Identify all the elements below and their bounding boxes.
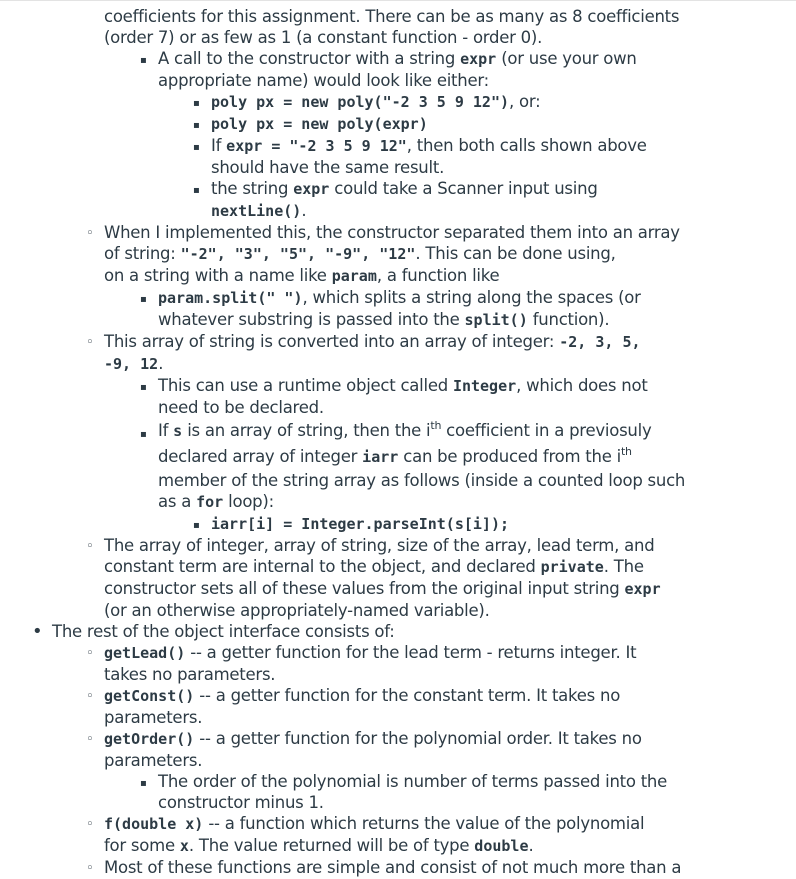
text: , which does not: [516, 376, 648, 395]
list-item: [0, 178, 796, 200]
text-line: [0, 470, 796, 491]
list-item: [0, 771, 796, 792]
code-split: split(): [464, 311, 528, 329]
text-line: [0, 243, 796, 265]
list-item: [0, 685, 796, 707]
circle-bullet-icon: ◦: [86, 646, 94, 661]
list-item: [0, 287, 796, 309]
disc-bullet-icon: •: [32, 621, 43, 642]
text: coefficients for this assignment. There can be as many as 8 coefficients: [104, 7, 680, 26]
code-getlead: getLead(): [104, 644, 186, 662]
superscript: th: [430, 419, 442, 432]
text: If: [158, 421, 174, 440]
list-item: [0, 642, 796, 664]
text: . This can be done using,: [415, 244, 616, 263]
list-item: [0, 331, 796, 353]
square-bullet-icon: ▪: [140, 429, 147, 440]
text-line: [0, 353, 796, 375]
code-integer: Integer: [452, 377, 517, 395]
text: .: [301, 201, 307, 220]
code-int-values: -2, 3, 5,: [559, 333, 641, 351]
text-line: [0, 664, 796, 685]
text: takes no parameters.: [104, 665, 276, 684]
text: -- a getter function for the constant term. It takes no: [194, 686, 621, 705]
circle-bullet-icon: ◦: [86, 335, 94, 350]
square-bullet-icon: ▪: [140, 55, 147, 66]
text: .: [158, 354, 164, 373]
list-item: [0, 418, 796, 444]
text: member of the string array as follows (inside a counted loop such: [158, 471, 686, 490]
text-line: [0, 707, 796, 728]
code-getconst: getConst(): [104, 687, 195, 705]
top-divider: [0, 0, 796, 1]
code-expr: expr: [293, 180, 330, 198]
text: can be produced from the i: [398, 447, 621, 466]
circle-bullet-icon: ◦: [86, 732, 94, 747]
circle-bullet-icon: ◦: [86, 817, 94, 832]
text-line: [0, 491, 796, 513]
text: This can use a runtime object called: [158, 376, 453, 395]
text-line: [0, 27, 796, 48]
list-item: [0, 857, 796, 878]
text-line: [0, 835, 796, 857]
text: The rest of the object interface consists of:: [52, 622, 395, 641]
text: whatever substring is passed into the: [158, 310, 465, 329]
circle-bullet-icon: ◦: [86, 861, 94, 876]
code-constructor-call-literal: poly px = new poly("-2 3 5 9 12"): [211, 93, 510, 111]
code-parseint: iarr[i] = Integer.parseInt(s[i]);: [211, 515, 510, 533]
square-bullet-icon: ▪: [140, 778, 147, 789]
text: (order 7) or as few as 1 (a constant function - order 0).: [104, 28, 543, 47]
code-private: private: [540, 558, 604, 576]
code-string-array: "-2", "3", "5", "-9", "12": [180, 245, 416, 263]
text: appropriate name) would look like either:: [158, 71, 489, 90]
text-line: [0, 6, 796, 27]
text: -- a function which returns the value of the polynomial: [203, 814, 645, 833]
circle-bullet-icon: ◦: [86, 226, 94, 241]
square-bullet-icon: ▪: [193, 185, 200, 196]
circle-bullet-icon: ◦: [86, 539, 94, 554]
code-iarr: iarr: [362, 448, 399, 466]
superscript: th: [620, 445, 632, 458]
text: -- a getter function for the lead term - returns integer. It: [185, 643, 637, 662]
text: could take a Scanner input using: [329, 179, 598, 198]
list-item: [0, 113, 796, 135]
text: parameters.: [104, 708, 203, 727]
text: .: [528, 836, 534, 855]
text-line: [0, 397, 796, 418]
code-f-double-x: f(double x): [104, 815, 204, 833]
square-bullet-icon: ▪: [193, 98, 200, 109]
text: coefficient in a previosuly: [441, 421, 652, 440]
list-item: [0, 375, 796, 397]
text: -- a getter function for the polynomial order. It takes no: [194, 729, 642, 748]
list-item: [0, 48, 796, 70]
text: The array of integer, array of string, size of the array, lead term, and: [104, 536, 655, 555]
code-double: double: [474, 837, 529, 855]
text-line: [0, 157, 796, 178]
text-line: [0, 600, 796, 621]
list-item: [0, 513, 796, 535]
text: This array of string is converted into an array of integer:: [104, 332, 560, 351]
list-item: [0, 813, 796, 835]
text: loop):: [223, 492, 274, 511]
text: , then both calls shown above: [406, 136, 647, 155]
text: need to be declared.: [158, 398, 324, 417]
text: is an array of string, then the i: [182, 421, 431, 440]
text: on a string with a name like: [104, 266, 332, 285]
text: , a function like: [376, 266, 500, 285]
text: constructor minus 1.: [158, 793, 324, 812]
text-line: [0, 200, 796, 222]
code-param: param: [331, 267, 377, 285]
code-int-values: -9, 12: [104, 355, 159, 373]
code-for: for: [196, 493, 224, 511]
text: If: [211, 136, 227, 155]
text-line: [0, 444, 796, 470]
text: the string: [211, 179, 294, 198]
list-item: [0, 135, 796, 157]
code-s: s: [173, 422, 183, 440]
text: parameters.: [104, 751, 203, 770]
text: of string:: [104, 244, 181, 263]
list-item: [0, 621, 796, 642]
text: for some: [104, 836, 180, 855]
text: . The value returned will be of type: [188, 836, 475, 855]
text-line: [0, 309, 796, 331]
code-x: x: [179, 837, 189, 855]
text: should have the same result.: [211, 158, 445, 177]
square-bullet-icon: ▪: [193, 520, 200, 531]
list-item: [0, 222, 796, 243]
text: A call to the constructor with a string: [158, 49, 461, 68]
square-bullet-icon: ▪: [140, 382, 147, 393]
code-getorder: getOrder(): [104, 730, 195, 748]
square-bullet-icon: ▪: [193, 120, 200, 131]
text: When I implemented this, the constructor separated them into an array: [104, 223, 680, 242]
code-expr: expr: [624, 580, 661, 598]
list-item: [0, 91, 796, 113]
code-constructor-call-variable: poly px = new poly(expr): [211, 115, 428, 133]
text: . The: [603, 557, 644, 576]
text-line: [0, 750, 796, 771]
text: The order of the polynomial is number of terms passed into the: [158, 772, 668, 791]
text-line: [0, 265, 796, 287]
text-line: [0, 70, 796, 91]
text: , or:: [509, 92, 541, 111]
text: constructor sets all of these values from the original input string: [104, 579, 625, 598]
text: function).: [527, 310, 610, 329]
text: as a: [158, 492, 197, 511]
text-line: [0, 792, 796, 813]
list-item: [0, 728, 796, 750]
text: (or use your own: [496, 49, 637, 68]
text: (or an otherwise appropriately-named variable).: [104, 601, 490, 620]
square-bullet-icon: ▪: [140, 294, 147, 305]
text: constant term are internal to the object, and declared: [104, 557, 541, 576]
code-expr: expr: [460, 50, 497, 68]
text-line: [0, 578, 796, 600]
text-line: [0, 556, 796, 578]
square-bullet-icon: ▪: [193, 142, 200, 153]
code-split-call: param.split(" "): [158, 289, 303, 307]
text: , which splits a string along the spaces (or: [302, 288, 641, 307]
circle-bullet-icon: ◦: [86, 689, 94, 704]
list-item: [0, 535, 796, 556]
code-nextline: nextLine(): [211, 202, 302, 220]
text: Most of these functions are simple and consist of not much more than a: [104, 858, 682, 877]
text: declared array of integer: [158, 447, 363, 466]
assignment-document: [0, 6, 796, 878]
code-expr-assign: expr = "-2 3 5 9 12": [226, 137, 407, 155]
